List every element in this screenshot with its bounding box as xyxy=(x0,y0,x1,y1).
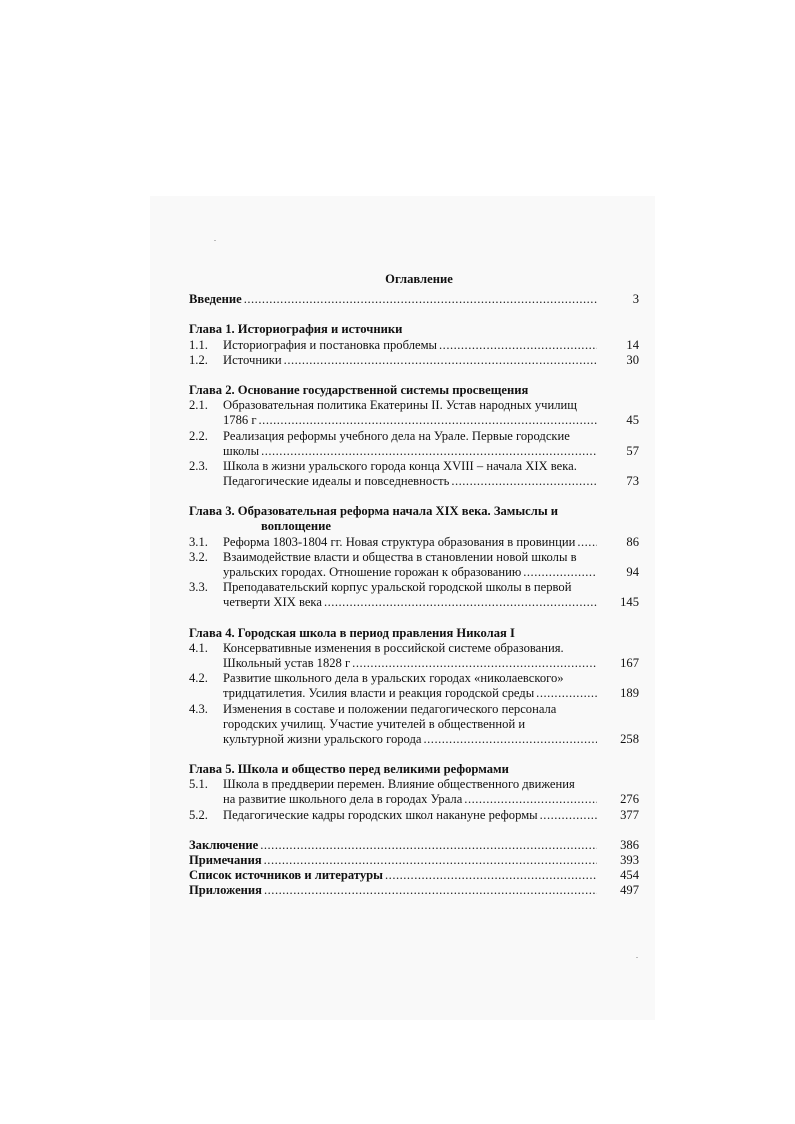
page-number: 454 xyxy=(620,868,639,883)
entry-label: тридцатилетия. Усилия власти и реакция городской среды xyxy=(223,686,535,701)
toc-entry[interactable] xyxy=(189,671,639,686)
section-number: 3.3. xyxy=(189,580,208,595)
toc-entry-intro[interactable] xyxy=(189,292,639,307)
page-number: 145 xyxy=(620,595,639,610)
entry-label: Преподавательский корпус уральской городской школы в первой xyxy=(223,580,572,595)
toc-entry[interactable] xyxy=(189,777,639,792)
leader-dots xyxy=(244,292,597,307)
toc-entry[interactable] xyxy=(189,792,639,807)
section-number: 1.2. xyxy=(189,352,208,367)
toc-entry[interactable] xyxy=(189,641,639,656)
spacer xyxy=(189,489,639,504)
section-number: 4.1. xyxy=(189,640,208,655)
toc-entry[interactable] xyxy=(189,717,639,732)
entry-label: четверти XIX века xyxy=(223,595,322,610)
page-number: 393 xyxy=(620,853,639,867)
section-number: 5.2. xyxy=(189,807,208,822)
section-number: 1.1. xyxy=(189,337,208,352)
leader-dots xyxy=(385,868,597,883)
entry-label: Введение xyxy=(189,292,242,307)
section-number: 2.1. xyxy=(189,398,208,413)
toc-entry-back[interactable] xyxy=(189,838,639,853)
page-number: 57 xyxy=(626,443,639,458)
toc-entry[interactable] xyxy=(189,535,639,550)
toc-title: Оглавление xyxy=(385,272,453,286)
toc-entry[interactable] xyxy=(189,459,639,474)
chapter-heading[interactable]: Глава 2. Основание государственной системы просвещения xyxy=(189,382,529,397)
leader-dots xyxy=(540,808,597,823)
toc-entry-back[interactable] xyxy=(189,853,639,868)
toc-entry-back[interactable] xyxy=(189,883,639,898)
page-number: 377 xyxy=(620,807,639,822)
page-number: 276 xyxy=(620,792,639,807)
leader-dots xyxy=(424,732,598,747)
spacer xyxy=(189,611,639,626)
chapter-heading[interactable]: Глава 3. Образовательная реформа начала XIX века. Замыслы и xyxy=(189,504,559,519)
toc-entry[interactable] xyxy=(189,338,639,353)
leader-dots xyxy=(464,792,597,807)
entry-label: Школа в преддверии перемен. Влияние общественного движения xyxy=(223,777,575,792)
spacer xyxy=(189,307,639,322)
scan-speck xyxy=(636,957,638,958)
toc-entry[interactable] xyxy=(189,429,639,444)
page-number: 94 xyxy=(626,565,639,579)
chapter-heading[interactable]: Глава 1. Историография и источники xyxy=(189,322,403,337)
page-number: 497 xyxy=(620,883,639,898)
entry-label: на развитие школьного дела в городах Урала xyxy=(223,792,463,807)
page-number: 258 xyxy=(620,731,639,746)
entry-label: Реформа 1803-1804 гг. Новая структура образования в провинции xyxy=(223,534,576,549)
entry-label: Примечания xyxy=(189,853,262,867)
entry-label: Заключение xyxy=(189,837,259,852)
section-number: 2.2. xyxy=(189,428,208,443)
entry-label: Педагогические идеалы и повседневность xyxy=(223,474,450,489)
entry-label: Реализация реформы учебного дела на Урале. Первые городские xyxy=(223,428,570,443)
chapter-heading[interactable]: Глава 4. Городская школа в период правления Николая I xyxy=(189,625,515,640)
page-number: 30 xyxy=(626,352,639,367)
section-number: 4.3. xyxy=(189,701,208,716)
leader-dots xyxy=(523,565,597,580)
leader-dots xyxy=(324,595,597,610)
chapters xyxy=(189,307,639,822)
toc-entry[interactable] xyxy=(189,398,639,413)
table-of-contents xyxy=(189,272,639,899)
entry-label: Консервативные изменения в российской системе образования. xyxy=(223,640,564,655)
leader-dots xyxy=(439,338,597,353)
toc-entry[interactable] xyxy=(189,565,639,580)
toc-entry[interactable] xyxy=(189,474,639,489)
leader-dots xyxy=(577,535,597,550)
toc-entry[interactable] xyxy=(189,732,639,747)
entry-label: Развитие школьного дела в уральских городах «николаевского» xyxy=(223,671,564,686)
section-number: 2.3. xyxy=(189,458,208,473)
section-number: 4.2. xyxy=(189,671,208,686)
toc-entry[interactable] xyxy=(189,580,639,595)
toc-entry[interactable] xyxy=(189,656,639,671)
entry-label: Образовательная политика Екатерины II. Устав народных училищ xyxy=(223,398,577,413)
toc-entry[interactable] xyxy=(189,413,639,428)
toc-entry[interactable] xyxy=(189,808,639,823)
spacer xyxy=(189,823,639,838)
leader-dots xyxy=(352,656,597,671)
toc-entry[interactable] xyxy=(189,353,639,368)
page-number: 45 xyxy=(626,413,639,428)
leader-dots xyxy=(264,883,597,898)
leader-dots xyxy=(264,853,597,868)
page-number: 3 xyxy=(632,292,639,307)
leader-dots xyxy=(284,353,597,368)
section-number: 5.1. xyxy=(189,777,208,792)
entry-label: Взаимодействие власти и общества в становлении новой школы в xyxy=(223,549,577,564)
page-number: 86 xyxy=(626,534,639,549)
back-matter xyxy=(189,838,639,899)
toc-entry-back[interactable] xyxy=(189,868,639,883)
entry-label: школы xyxy=(223,443,260,458)
page-number: 189 xyxy=(620,686,639,701)
toc-entry[interactable] xyxy=(189,702,639,717)
leader-dots xyxy=(536,686,597,701)
page-number: 167 xyxy=(620,655,639,670)
leader-dots xyxy=(259,413,597,428)
page-number: 386 xyxy=(620,837,639,852)
entry-label: Педагогические кадры городских школ накануне реформы xyxy=(223,807,538,822)
entry-label: Изменения в составе и положении педагогического персонала xyxy=(223,701,557,716)
toc-entry[interactable] xyxy=(189,686,639,701)
page-number: 14 xyxy=(626,337,639,352)
entry-label: Школьный устав 1828 г xyxy=(223,655,351,670)
chapter-heading-cont: воплощение xyxy=(261,519,331,534)
leader-dots xyxy=(451,474,597,489)
leader-dots xyxy=(261,444,597,459)
entry-label: Приложения xyxy=(189,883,262,898)
spacer xyxy=(189,368,639,383)
entry-label: уральских городах. Отношение горожан к образованию xyxy=(223,565,522,579)
toc-entry[interactable] xyxy=(189,595,639,610)
page-number: 73 xyxy=(626,474,639,489)
entry-label: Список источников и литературы xyxy=(189,868,384,883)
scan-speck xyxy=(214,240,216,241)
entry-label: Историография и постановка проблемы xyxy=(223,337,438,352)
entry-label: Источники xyxy=(223,352,282,367)
section-number: 3.2. xyxy=(189,549,208,564)
entry-label: 1786 г xyxy=(223,413,257,428)
toc-entry[interactable] xyxy=(189,550,639,565)
toc-entry[interactable] xyxy=(189,444,639,459)
leader-dots xyxy=(260,838,597,853)
spacer xyxy=(189,747,639,762)
entry-label: Школа в жизни уральского города конца XVIII – начала XIX века. xyxy=(223,458,577,473)
section-number: 3.1. xyxy=(189,534,208,549)
entry-label: культурной жизни уральского города xyxy=(223,731,422,746)
chapter-heading[interactable]: Глава 5. Школа и общество перед великими реформами xyxy=(189,762,509,777)
entry-label: городских училищ. Участие учителей в общественной и xyxy=(223,716,526,731)
